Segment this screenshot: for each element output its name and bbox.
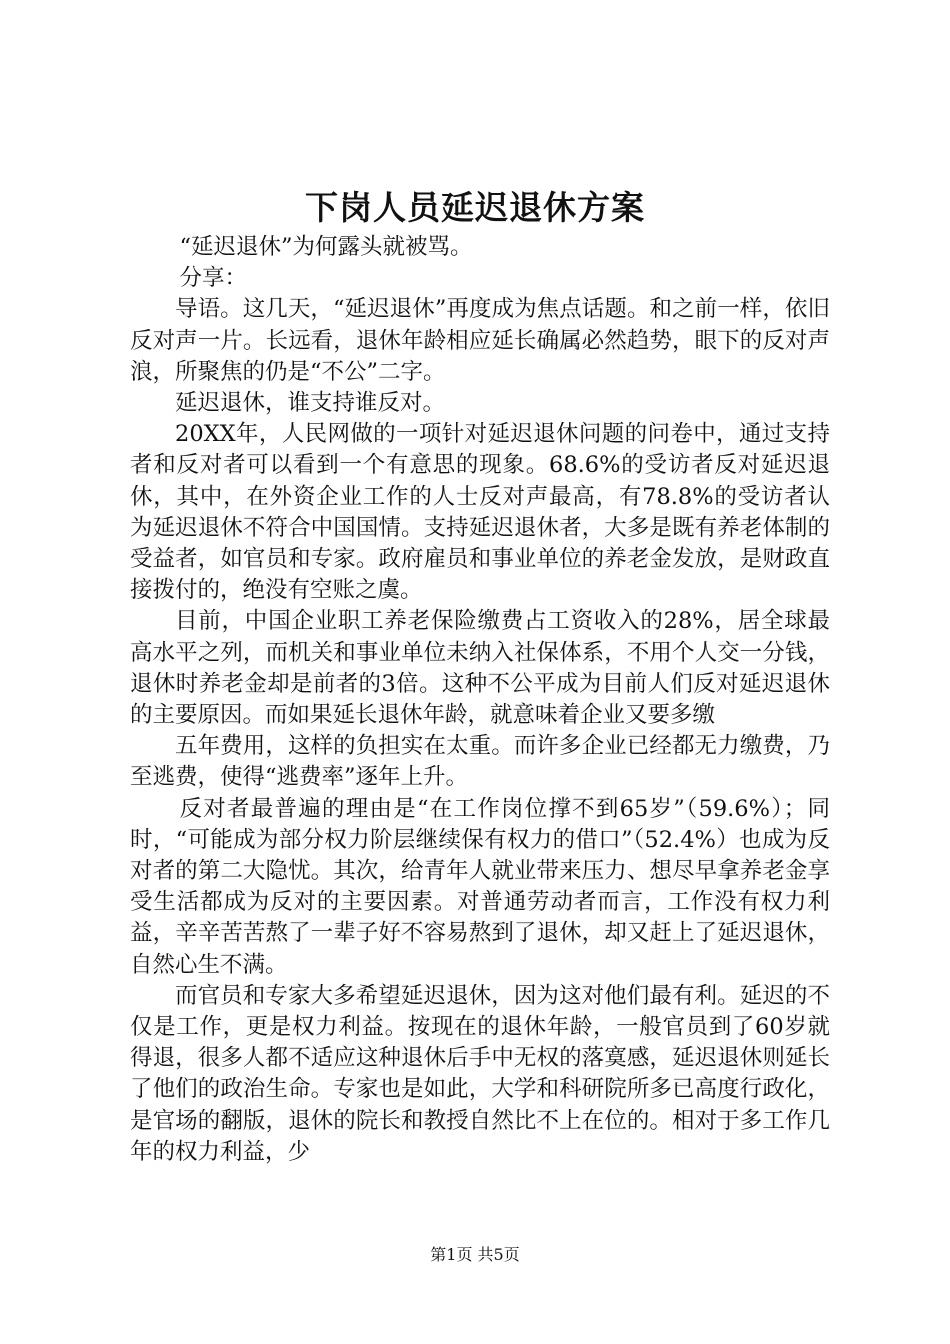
paragraph-opponents-reasons: 反对者最普遍的理由是“在工作岗位撑不到65岁”（59.6%）；同时，“可能成为部分权力阶层继续保有权力的借口”（52.4%）也成为反对者的第二大隐忧。其次，给青年人就业带来压力、想尽早拿养老金享受生活都成为反对的主要因素。对普通劳动者而言，工作没有权力利益，辛辛苦苦熬了一辈子好不容易熬到了退休，却又赶上了延迟退休，自然心生不满。 [130, 795, 830, 978]
document-title: 下岗人员延迟退休方案 [305, 188, 645, 227]
document-body [130, 232, 830, 1168]
paragraph-pension-rate: 目前，中国企业职工养老保险缴费占工资收入的28%，居全球最高水平之列，而机关和事业单位未纳入社保体系，不用个人交一分钱，退休时养老金却是前者的3倍。这种不公平成为目前人们反对延迟退休的主要原因。而如果延长退休年龄，就意味着企业又要多缴 [130, 608, 830, 729]
paragraph-share: 分享： [179, 265, 248, 292]
page-footer: 第1页 共5页 [430, 1245, 520, 1264]
paragraph-subtitle: “延迟退休”为何露头就被骂。 [179, 234, 473, 260]
paragraph-survey: 20XX年，人民网做的一项针对延迟退休问题的问卷中，通过支持者和反对者可以看到一个有意思的现象。68.6%的受访者反对延迟退休，其中，在外资企业工作的人士反对声最高，有78.8%的受访者认为延迟退休不符合中国国情。支持延迟退休者，大多是既有养老体制的受益者，如官员和专家。政府雇员和事业单位的养老金发放，是财政直接拨付的，绝没有空账之虞。 [130, 421, 830, 604]
paragraph-burden: 五年费用，这样的负担实在太重。而许多企业已经都无力缴费，乃至逃费，使得“逃费率”逐年上升。 [130, 733, 830, 791]
paragraph-officials-experts: 而官员和专家大多希望延迟退休，因为这对他们最有利。延迟的不仅是工作，更是权力利益。按现在的退休年龄，一般官员到了60岁就得退，很多人都不适应这种退休后手中无权的落寞感，延迟退休则延长了他们的政治生命。专家也是如此，大学和科研院所多已高度行政化，是官场的翻版，退休的院长和教授自然比不上在位的。相对于多工作几年的权力利益，少 [130, 982, 830, 1165]
paragraph-intro: 导语。这几天，“延迟退休”再度成为焦点话题。和之前一样，依旧反对声一片。长远看，退休年龄相应延长确属必然趋势，眼下的反对声浪，所聚焦的仍是“不公”二字。 [130, 296, 830, 385]
paragraph-heading-support-oppose: 延迟退休，谁支持谁反对。 [175, 390, 446, 417]
